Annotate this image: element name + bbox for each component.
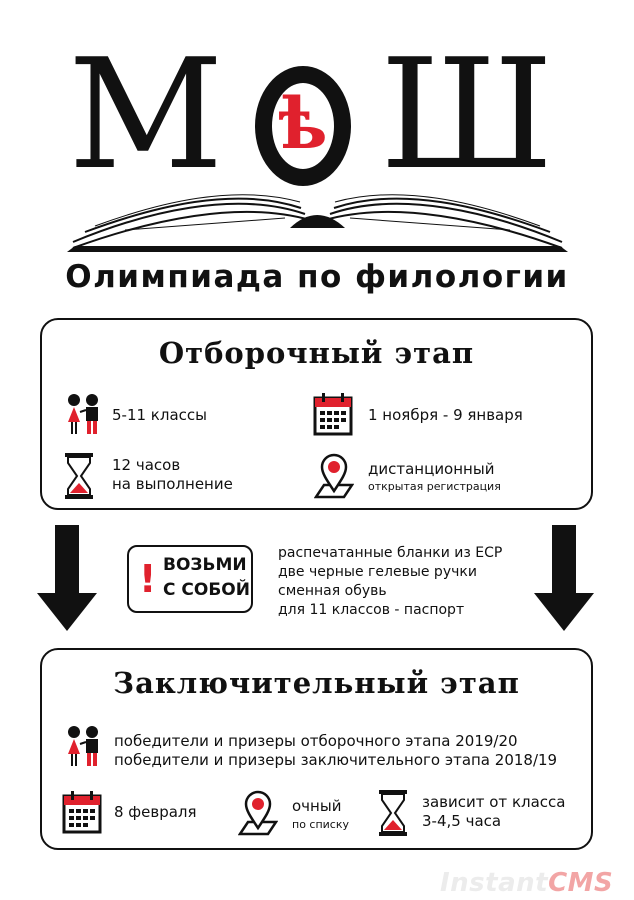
final-stage-card bbox=[40, 648, 593, 850]
location-pin-icon bbox=[238, 790, 278, 836]
duration-line1: 12 часов bbox=[112, 456, 181, 474]
final-date-text: 8 февраля bbox=[114, 803, 197, 821]
qualifying-stage-title: Отборочный этап bbox=[158, 336, 475, 370]
participants-line2: победители и призеры заключительного этапа 2018/19 bbox=[114, 751, 558, 769]
open-book-icon bbox=[65, 180, 570, 255]
qualifying-stage-card bbox=[40, 318, 593, 510]
arrow-down-icon bbox=[534, 525, 594, 631]
grades-text: 5-11 классы bbox=[112, 406, 207, 424]
exclamation-icon: ! bbox=[139, 557, 157, 601]
calendar-icon bbox=[313, 392, 353, 436]
take-with-you-line2: С СОБОЙ bbox=[163, 580, 250, 600]
final-format-text: очный bbox=[292, 797, 342, 815]
format-text: дистанционный bbox=[368, 460, 495, 478]
logo-letter-m: М bbox=[68, 26, 224, 203]
location-pin-icon bbox=[314, 453, 354, 499]
take-with-you-badge bbox=[127, 545, 253, 613]
duration-line2: на выполнение bbox=[112, 475, 233, 493]
hourglass-icon bbox=[64, 453, 94, 499]
logo-letter-sh: Ш bbox=[380, 26, 554, 203]
mosh-logo bbox=[0, 26, 634, 203]
dates-text: 1 ноября - 9 января bbox=[368, 406, 523, 424]
kids-icon bbox=[62, 392, 104, 438]
participants-line1: победители и призеры отборочного этапа 2019/20 bbox=[114, 732, 518, 750]
watermark bbox=[440, 868, 613, 898]
registration-text: открытая регистрация bbox=[368, 480, 501, 493]
calendar-icon bbox=[62, 790, 102, 834]
list-item: сменная обувь bbox=[278, 583, 387, 599]
final-format-note: по списку bbox=[292, 818, 350, 831]
final-stage-title: Заключительный этап bbox=[113, 666, 520, 700]
take-with-you-list bbox=[278, 544, 502, 620]
list-item: распечатанные бланки из ЕСР bbox=[278, 545, 503, 561]
logo-letter-yat: ѣ bbox=[278, 82, 328, 165]
hourglass-icon bbox=[378, 790, 408, 836]
take-with-you-line1: ВОЗЬМИ bbox=[163, 555, 247, 575]
arrow-down-icon bbox=[37, 525, 97, 631]
list-item: две черные гелевые ручки bbox=[278, 564, 477, 580]
final-duration-line1: зависит от класса bbox=[422, 793, 566, 811]
list-item: для 11 классов - паспорт bbox=[278, 602, 465, 618]
watermark-part1: Instant bbox=[440, 868, 549, 898]
final-duration-line2: 3-4,5 часа bbox=[422, 812, 502, 830]
kids-icon bbox=[62, 724, 104, 770]
page-title: Олимпиада по филологии bbox=[65, 259, 569, 295]
watermark-part2: CMS bbox=[548, 868, 614, 898]
